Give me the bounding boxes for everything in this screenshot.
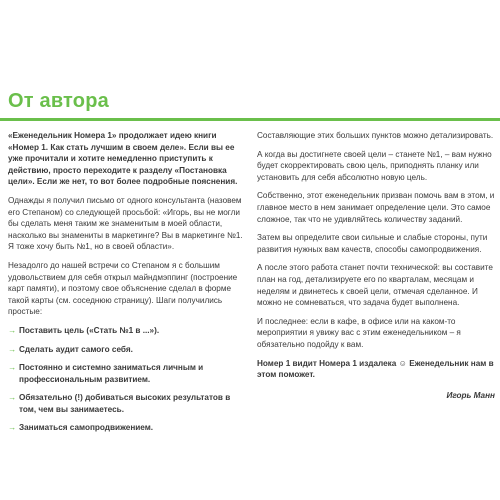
plan-paragraph: А после этого работа станет почти технической: вы составите план на год, детализируете его по кварталам, месяцам и неделям и двинетесь к своей цели, отмечая сделанное. И можно не сомневаться, что задача будет выполнена. [257,263,493,308]
arrow-icon: → [8,325,17,335]
letter-paragraph: Однажды я получил письмо от одного консультанта (назовем его Степаном) со следующей просьбой: «Игорь, вы не могли бы сделать меня таким же знаменитым в моей области, насколько вы знамениты в маркетинге? Вы в маркетинге №1. Я тоже хочу быть №1, но в своей области». [8,195,243,252]
strengths-paragraph: Затем вы определите свои сильные и слабые стороны, пути развития нужных вам качеств, способы самопродвижения. [257,233,488,254]
intro-paragraph: «Еженедельник Номера 1» продолжает идею книги «Номер 1. Как стать лучшим в своем деле». Если вы ее уже прочитали и хотите немедленно приступить к действию, просто переходите к разделу «Постановка цели». Если же нет, то вот более подробные пояснения. [8,131,238,187]
mindmap-paragraph: Незадолго до нашей встречи со Степаном я с большим удовольствием для себя открыл майндмэппинг (построение карт памяти), и поэтому свое объяснение сделал в форме такой карты (см. соседнюю страницу). Шаги получились простые: [8,260,238,317]
arrow-icon: → [8,344,17,354]
purpose-paragraph: Собственно, этот еженедельник призван помочь вам в этом, и главное место в нем занимает определение цели. Это самое сложное, так что не удивляйтесь количеству заданий. [257,191,495,224]
left-column [8,130,246,441]
right-column [257,130,495,401]
closing-paragraph: Номер 1 видит Номера 1 издалека ☺ Еженедельник нам в этом поможет. [257,358,494,380]
arrow-icon: → [8,363,17,373]
list-item: → Сделать аудит самого себя. [8,344,133,354]
list-item: → Заниматься самопродвижением. [8,423,154,433]
list-item: → Обязательно (!) добиваться высоких результатов в том, чем вы занимаетесь. [8,393,231,414]
page-title: От автора [8,90,109,112]
goal-paragraph: А когда вы достигнете своей цели – станете №1, – вам нужно будет скорректировать свою цель, приподнять планку или установить для себя абсолютно новую цель. [257,149,492,182]
detail-paragraph: Составляющие этих больших пунктов можно детализировать. [257,131,494,140]
arrow-icon: → [8,423,17,433]
author-signature: Игорь Манн [446,390,495,400]
list-item: → Поставить цель («Стать №1 в ...»). [8,325,160,335]
last-paragraph: И последнее: если в кафе, в офисе или на каком-то мероприятии я увижу вас с этим еженедельником – я обязательно подойду к вам. [257,316,461,349]
steps-list [8,325,246,434]
arrow-icon: → [8,393,17,403]
list-item: → Постоянно и системно заниматься личным и профессиональным развитием. [8,363,204,384]
title-underline [0,118,500,121]
